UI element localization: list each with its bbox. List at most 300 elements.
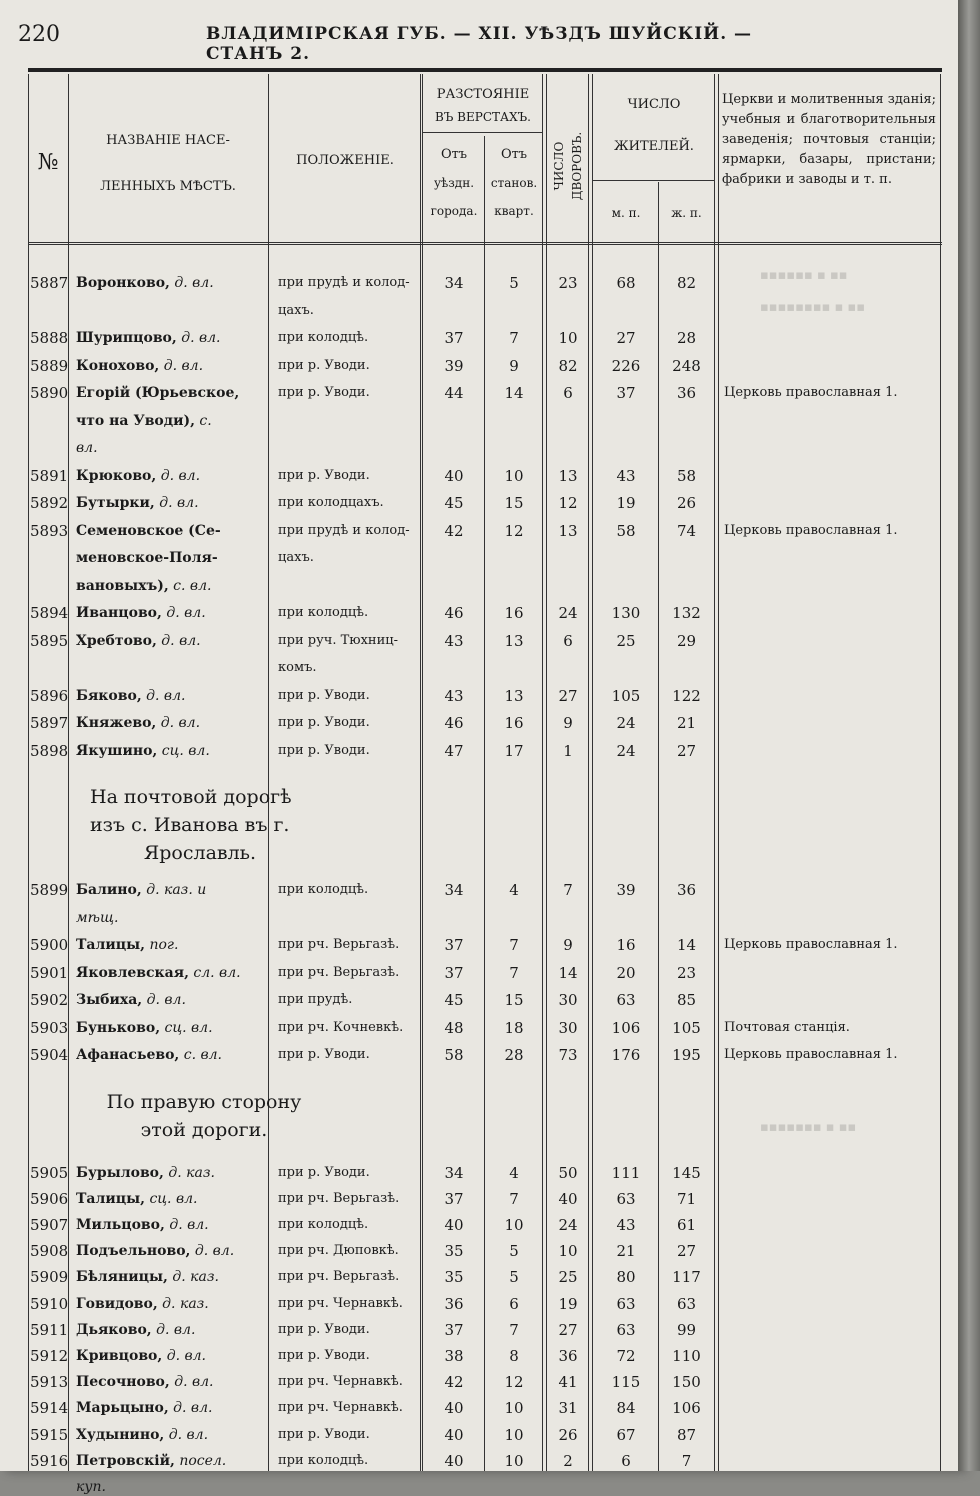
yards-count: 12 xyxy=(558,494,578,512)
male-count: 72 xyxy=(616,1346,636,1365)
position-text: при рч. Верьгазѣ. xyxy=(278,964,400,980)
female-count: 63 xyxy=(676,1294,697,1313)
female-count: 105 xyxy=(672,1018,701,1037)
female-count: 110 xyxy=(672,1346,701,1365)
settlement-name xyxy=(76,522,221,540)
male-count: 21 xyxy=(616,1242,636,1261)
row-number: 5896 xyxy=(30,686,69,705)
female-count: 145 xyxy=(672,1163,701,1182)
page-header xyxy=(18,20,798,64)
col-line xyxy=(546,74,547,1471)
settlement-name xyxy=(76,357,203,375)
settlement-name xyxy=(76,604,206,622)
female-count: 27 xyxy=(676,741,697,760)
settlement-kind: сц. вл. xyxy=(160,1019,213,1036)
section-heading: На почтовой дорогѣ xyxy=(90,786,292,808)
settlement-kind: вл. xyxy=(76,440,98,456)
dist-station: 12 xyxy=(504,521,524,540)
female-count: 61 xyxy=(676,1215,697,1234)
dist-city: 40 xyxy=(444,1399,464,1418)
col-line xyxy=(28,74,29,1471)
row-number: 5911 xyxy=(30,1320,69,1339)
col-line xyxy=(588,74,589,1471)
settlement-name xyxy=(76,632,201,650)
row-number: 5908 xyxy=(30,1242,69,1261)
yards-count: 2 xyxy=(563,1451,573,1470)
col-line xyxy=(940,74,941,1471)
male-count: 43 xyxy=(616,466,636,485)
settlement-name-text: Яковлевская, xyxy=(76,964,189,981)
position-text: при р. Уводи. xyxy=(278,1347,370,1363)
col-dist-st-3: кварт. xyxy=(494,204,534,218)
row-number: 5899 xyxy=(30,881,69,899)
male-count: 106 xyxy=(611,1018,641,1037)
settlement-name-text: меновское-Поля- xyxy=(76,550,218,566)
settlement-name-text: Петровскій, xyxy=(76,1452,175,1469)
dist-station: 12 xyxy=(504,1373,524,1392)
col-yards: ЧИСЛО ДВОРОВЪ. xyxy=(552,131,584,201)
settlement-name-text: Бурылово, xyxy=(76,1164,164,1181)
yards-count: 9 xyxy=(563,936,573,954)
row-number: 5887 xyxy=(30,274,69,292)
dist-city: 40 xyxy=(444,1425,464,1444)
yards-count: 30 xyxy=(558,991,578,1009)
dist-station: 7 xyxy=(509,963,519,982)
settlement-kind: сл. вл. xyxy=(188,964,241,981)
dist-city: 48 xyxy=(444,1018,464,1037)
section-heading: изъ с. Иванова въ г. xyxy=(90,814,290,836)
position-text: при р. Уводи. xyxy=(278,1321,370,1337)
settlement-kind: д. вл. xyxy=(151,1321,196,1338)
settlement-name xyxy=(76,1019,213,1037)
dist-city: 34 xyxy=(444,881,464,899)
female-count: 150 xyxy=(672,1373,701,1392)
settlement-name xyxy=(76,1426,208,1444)
dist-city: 34 xyxy=(444,274,464,292)
settlement-name-text: Талицы, xyxy=(76,1190,145,1207)
row-number: 5891 xyxy=(30,466,69,485)
settlement-kind: сц. вл. xyxy=(145,1190,198,1207)
settlement-name-text: Кривцово, xyxy=(76,1347,163,1364)
dist-station: 7 xyxy=(509,936,519,954)
yards-count: 31 xyxy=(558,1399,578,1418)
male-count: 115 xyxy=(611,1373,641,1392)
settlement-kind: сц. вл. xyxy=(157,742,210,759)
settlement-name xyxy=(76,1373,214,1391)
male-count: 37 xyxy=(616,384,636,402)
dist-station: 10 xyxy=(504,466,524,485)
yards-count: 23 xyxy=(558,274,578,292)
yards-count: 7 xyxy=(563,881,573,899)
position-text: при колодцѣ. xyxy=(278,605,369,620)
female-count: 71 xyxy=(676,1189,697,1208)
row-number: 5916 xyxy=(30,1451,69,1470)
yards-count: 40 xyxy=(558,1189,578,1208)
settlement-name xyxy=(76,687,185,705)
settlement-kind: д. вл. xyxy=(164,1426,209,1443)
yards-count: 26 xyxy=(558,1425,578,1444)
dist-city: 34 xyxy=(444,1163,464,1182)
col-line xyxy=(68,74,69,1471)
position-text: при рч. Верьгазѣ. xyxy=(278,937,400,952)
female-count: 14 xyxy=(676,936,697,954)
settlement-name xyxy=(76,1268,219,1286)
female-count: 132 xyxy=(672,604,701,622)
row-number: 5910 xyxy=(30,1294,69,1313)
col-position: ПОЛОЖЕНІЕ. xyxy=(296,153,394,168)
settlement-name-text: Подъельново, xyxy=(76,1243,191,1260)
position-text: при рч. Дюповкѣ. xyxy=(278,1243,399,1259)
bleed-through: ▪▪▪▪▪▪▪▪ ▪ ▪▪ xyxy=(760,300,866,315)
yards-count: 27 xyxy=(558,686,578,705)
row-number: 5905 xyxy=(30,1163,69,1182)
row-number: 5889 xyxy=(30,356,69,375)
dist-city: 35 xyxy=(444,1242,464,1261)
col-line xyxy=(268,74,269,1471)
yards-count: 14 xyxy=(558,963,578,982)
male-count: 84 xyxy=(616,1399,636,1418)
settlement-kind: д. каз. xyxy=(157,1295,209,1312)
male-count: 20 xyxy=(616,963,636,982)
dist-city: 46 xyxy=(444,714,464,732)
row-number: 5890 xyxy=(30,384,69,402)
note-text: Церковь православная 1. xyxy=(724,937,898,952)
position-text: при рч. Чернавкѣ. xyxy=(278,1374,403,1390)
settlement-name-text: Княжево, xyxy=(76,715,157,731)
inh-rule xyxy=(592,180,714,181)
female-count: 248 xyxy=(672,356,701,375)
position-text: при рч. Чернавкѣ. xyxy=(278,1295,403,1311)
settlement-kind: д. каз. и xyxy=(141,882,207,898)
yards-count: 24 xyxy=(558,1215,578,1234)
female-count: 87 xyxy=(676,1425,697,1444)
dist-city: 35 xyxy=(444,1268,464,1287)
settlement-name xyxy=(76,274,214,292)
col-dist-st-1: Отъ xyxy=(500,147,528,162)
dist-station: 5 xyxy=(509,1268,519,1287)
male-count: 24 xyxy=(616,714,636,732)
settlement-name-text: Бяково, xyxy=(76,687,142,704)
yards-count: 6 xyxy=(563,631,573,650)
male-count: 63 xyxy=(616,991,636,1009)
row-number: 5894 xyxy=(30,604,69,622)
settlement-name xyxy=(76,1242,234,1260)
settlement-kind: д. вл. xyxy=(141,687,186,704)
row-number: 5893 xyxy=(30,521,69,540)
settlement-name-text: Дьяково, xyxy=(76,1321,152,1338)
female-count: 36 xyxy=(676,384,697,402)
settlement-name xyxy=(76,1216,209,1234)
settlement-name xyxy=(76,1478,106,1496)
dist-station: 28 xyxy=(504,1046,524,1064)
settlement-name xyxy=(76,881,206,899)
yards-count: 41 xyxy=(558,1373,578,1392)
dist-station: 10 xyxy=(504,1425,524,1444)
dist-station: 10 xyxy=(504,1399,524,1418)
position-text: при р. Уводи. xyxy=(278,1426,370,1442)
settlement-kind: с. вл. xyxy=(168,577,212,594)
dist-rule xyxy=(422,132,542,133)
page-edge xyxy=(958,0,980,1471)
col-name-2: ЛЕННЫХЪ МѢСТЪ. xyxy=(100,179,236,194)
settlement-name xyxy=(76,936,178,954)
settlement-kind: д. вл. xyxy=(164,1216,209,1233)
row-number: 5898 xyxy=(30,741,69,760)
male-count: 68 xyxy=(616,274,636,292)
position-text: при рч. Верьгазѣ. xyxy=(278,1269,400,1285)
male-count: 67 xyxy=(616,1425,636,1444)
settlement-kind: д. вл. xyxy=(161,605,206,621)
position-text: при колодцѣ. xyxy=(278,330,369,345)
settlement-kind: мѣщ. xyxy=(76,909,119,926)
settlement-name-text: что на Уводи), xyxy=(76,412,195,429)
settlement-kind: с. xyxy=(194,412,212,429)
header-bottom-rule xyxy=(28,242,942,243)
position-text: при р. Уводи. xyxy=(278,687,370,703)
settlement-name-text: Буньково, xyxy=(76,1019,161,1036)
dist-city: 42 xyxy=(444,521,464,540)
dist-station: 8 xyxy=(509,1346,519,1365)
row-number: 5902 xyxy=(30,991,69,1009)
dist-station: 18 xyxy=(504,1018,524,1037)
row-number: 5906 xyxy=(30,1189,69,1208)
settlement-name-text: Талицы, xyxy=(76,937,145,953)
row-number: 5912 xyxy=(30,1346,69,1365)
col-num: № xyxy=(37,150,59,175)
dist-station: 17 xyxy=(504,741,524,760)
dist-station: 13 xyxy=(504,686,524,705)
settlement-name xyxy=(76,964,241,982)
note-text: Церковь православная 1. xyxy=(724,1047,898,1062)
position-text: при колодцахъ. xyxy=(278,495,384,510)
female-count: 74 xyxy=(676,521,697,540)
col-name-1: НАЗВАНІЕ НАСЕ- xyxy=(106,133,230,148)
male-count: 63 xyxy=(616,1294,636,1313)
col-notes: Церкви и молитвенныя зданія; учебныя и благотворительныя заведенія; почтовыя станціи; ярмарки, базары, пристани; фабрики и заводы и т. п. xyxy=(722,92,936,187)
dist-city: 45 xyxy=(444,494,464,512)
row-number: 5907 xyxy=(30,1215,69,1234)
col-line xyxy=(420,74,421,1471)
male-count: 130 xyxy=(611,604,641,622)
col-male: м. п. xyxy=(611,206,641,220)
row-number: 5903 xyxy=(30,1018,69,1037)
female-count: 27 xyxy=(676,1242,697,1261)
male-count: 25 xyxy=(616,631,636,650)
row-number: 5909 xyxy=(30,1268,69,1287)
settlement-name-text: Бѣляницы, xyxy=(76,1269,168,1286)
female-count: 26 xyxy=(676,494,697,512)
settlement-kind: д. вл. xyxy=(156,467,201,484)
position-text: комъ. xyxy=(278,660,317,675)
settlement-name-text: Афанасьево, xyxy=(76,1047,180,1063)
row-number: 5897 xyxy=(30,714,69,732)
dist-city: 37 xyxy=(444,329,464,347)
yards-count: 30 xyxy=(558,1018,578,1037)
female-count: 106 xyxy=(672,1399,701,1418)
settlement-kind: посел. xyxy=(174,1452,227,1469)
yards-count: 50 xyxy=(558,1163,578,1182)
yards-count: 1 xyxy=(563,741,573,760)
col-line xyxy=(592,74,593,1471)
settlement-kind: д. каз. xyxy=(163,1164,215,1181)
yards-count: 10 xyxy=(558,329,578,347)
settlement-name-text: Балино, xyxy=(76,882,142,898)
dist-station: 5 xyxy=(509,274,519,292)
position-text: при колодцѣ. xyxy=(278,882,369,897)
position-text: при рч. Чернавкѣ. xyxy=(278,1400,403,1416)
dist-station: 10 xyxy=(504,1451,524,1470)
position-text: при руч. Тюхниц- xyxy=(278,632,399,648)
female-count: 29 xyxy=(676,631,697,650)
settlement-name xyxy=(76,909,118,927)
female-count: 7 xyxy=(681,1451,692,1470)
settlement-name-text: Воронково, xyxy=(76,275,170,291)
settlement-table xyxy=(28,74,942,1495)
bleed-through: ▪▪▪▪▪▪▪ ▪ ▪▪ xyxy=(760,1120,857,1135)
male-count: 16 xyxy=(616,936,636,954)
settlement-kind: д. вл. xyxy=(156,715,201,731)
dist-city: 58 xyxy=(444,1046,464,1064)
col-dist-city-3: города. xyxy=(430,204,478,218)
female-count: 21 xyxy=(676,714,697,732)
col-dist-city-1: Отъ xyxy=(440,147,468,162)
yards-count: 73 xyxy=(558,1046,578,1064)
female-count: 117 xyxy=(672,1268,701,1287)
row-number: 5888 xyxy=(30,329,69,347)
dist-station: 16 xyxy=(504,714,524,732)
position-text: при прудѣ и колод- xyxy=(278,522,410,538)
dist-station: 10 xyxy=(504,1215,524,1234)
settlement-kind: д. вл. xyxy=(162,1347,207,1364)
dist-city: 42 xyxy=(444,1373,464,1392)
male-count: 6 xyxy=(621,1451,631,1470)
settlement-name-text: Якушино, xyxy=(76,742,158,759)
settlement-name xyxy=(76,1046,222,1064)
dist-city: 39 xyxy=(444,356,464,375)
dist-city: 46 xyxy=(444,604,464,622)
settlement-name xyxy=(76,991,186,1009)
settlement-name xyxy=(76,1321,195,1339)
settlement-name xyxy=(76,329,221,347)
female-count: 28 xyxy=(676,329,697,347)
note-text: Почтовая станція. xyxy=(724,1019,850,1035)
female-count: 99 xyxy=(676,1320,697,1339)
settlement-name xyxy=(76,1190,197,1208)
row-number: 5914 xyxy=(30,1399,69,1418)
dist-station: 6 xyxy=(509,1294,519,1313)
row-number: 5904 xyxy=(30,1046,69,1064)
settlement-name-text: Зыбиха, xyxy=(76,992,143,1008)
note-text: Церковь православная 1. xyxy=(724,385,898,400)
settlement-name xyxy=(76,714,200,732)
settlement-name xyxy=(76,549,218,567)
settlement-name xyxy=(76,577,211,595)
position-text: при р. Уводи. xyxy=(278,1164,370,1180)
settlement-kind: д. вл. xyxy=(190,1243,235,1260)
yards-count: 36 xyxy=(558,1346,578,1365)
yards-count: 13 xyxy=(558,521,578,540)
dist-city: 37 xyxy=(444,936,464,954)
dist-station: 15 xyxy=(504,991,524,1009)
dist-city: 37 xyxy=(444,1189,464,1208)
col-dist-2: ВЪ ВЕРСТАХЪ. xyxy=(435,110,531,124)
yards-count: 24 xyxy=(558,604,578,622)
male-count: 58 xyxy=(616,521,636,540)
settlement-name xyxy=(76,1347,206,1365)
page-number: 220 xyxy=(18,22,60,47)
section-heading: Ярославль. xyxy=(143,842,257,864)
col-inh-2: ЖИТЕЛЕЙ. xyxy=(614,139,694,154)
dist-city: 37 xyxy=(444,963,464,982)
yards-count: 19 xyxy=(558,1294,578,1313)
settlement-kind: куп. xyxy=(76,1478,106,1495)
male-count: 43 xyxy=(616,1215,636,1234)
settlement-name-text: Песочново, xyxy=(76,1374,170,1391)
male-count: 39 xyxy=(616,881,636,899)
yards-count: 10 xyxy=(558,1242,578,1261)
male-count: 24 xyxy=(616,741,636,760)
settlement-name-text: Хребтово, xyxy=(76,632,157,649)
bleed-through: ▪▪▪▪▪▪ ▪ ▪▪ xyxy=(760,268,848,283)
position-text: при р. Уводи. xyxy=(278,467,370,483)
settlement-name-text: вановыхъ), xyxy=(76,577,169,594)
dist-station: 16 xyxy=(504,604,524,622)
row-number: 5895 xyxy=(30,631,69,650)
dist-station: 7 xyxy=(509,1320,519,1339)
settlement-name xyxy=(76,439,98,457)
settlement-name-text: Иванцово, xyxy=(76,605,162,621)
dist-city: 43 xyxy=(444,631,464,650)
male-count: 226 xyxy=(611,356,641,375)
col-inh-1: ЧИСЛО xyxy=(627,97,681,112)
dist-station: 4 xyxy=(509,1163,519,1182)
male-count: 63 xyxy=(616,1320,636,1339)
settlement-kind: д. вл. xyxy=(169,1374,214,1391)
settlement-name xyxy=(76,1295,209,1313)
settlement-kind: с. вл. xyxy=(179,1047,223,1063)
dist-station: 7 xyxy=(509,329,519,347)
position-text: при колодцѣ. xyxy=(278,1216,369,1232)
dist-city: 47 xyxy=(444,741,464,760)
col-dist-st-2: станов. xyxy=(490,176,538,190)
position-text: при колодцѣ. xyxy=(278,1452,369,1468)
dist-station: 5 xyxy=(509,1242,519,1261)
position-text: при р. Уводи. xyxy=(278,742,370,758)
female-count: 36 xyxy=(676,881,697,899)
position-text: при рч. Верьгазѣ. xyxy=(278,1190,400,1206)
settlement-kind: д. вл. xyxy=(142,992,186,1008)
settlement-name-text: Говидово, xyxy=(76,1295,158,1312)
female-count: 82 xyxy=(676,274,697,292)
settlement-name xyxy=(76,1164,215,1182)
settlement-name xyxy=(76,412,212,430)
dist-station: 13 xyxy=(504,631,524,650)
male-count: 105 xyxy=(611,686,641,705)
position-text: при р. Уводи. xyxy=(278,357,370,373)
position-text: при р. Уводи. xyxy=(278,715,370,730)
dist-city: 37 xyxy=(444,1320,464,1339)
dist-city: 36 xyxy=(444,1294,464,1313)
settlement-name xyxy=(76,742,210,760)
dist-station: 4 xyxy=(509,881,519,899)
col-dist-1: РАЗСТОЯНІЕ xyxy=(436,87,530,102)
dist-station: 15 xyxy=(504,494,524,512)
dist-city: 44 xyxy=(444,384,464,402)
male-count: 27 xyxy=(616,329,636,347)
male-count: 176 xyxy=(611,1046,641,1064)
settlement-name-text: Егорій (Юрьевское, xyxy=(76,385,240,401)
position-text: при прудѣ. xyxy=(278,992,353,1007)
